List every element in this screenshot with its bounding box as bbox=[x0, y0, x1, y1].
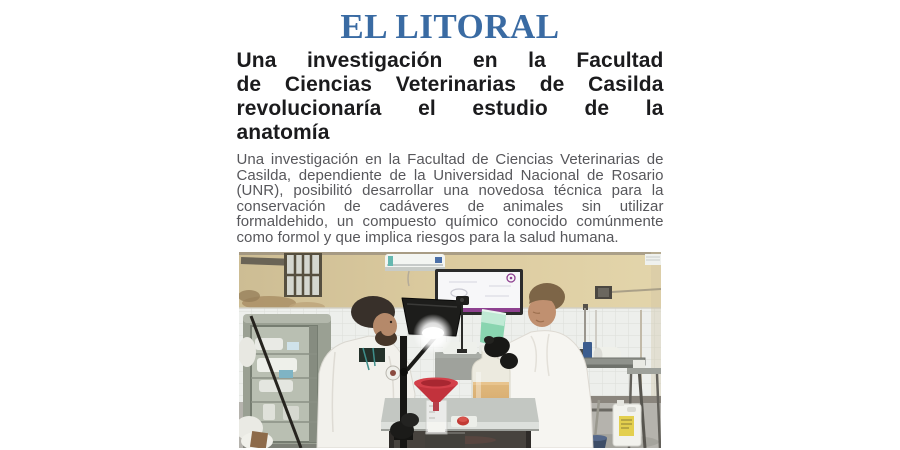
air-vent bbox=[645, 254, 661, 265]
blue-bottle bbox=[583, 342, 592, 359]
article-lead-paragraph bbox=[237, 152, 664, 246]
masthead-title: EL LITORAL bbox=[340, 7, 560, 46]
jerrycan bbox=[613, 400, 641, 446]
body-line: Casilda, dependiente de la Universidad Nacional de Rosario bbox=[236, 166, 664, 184]
article-headline bbox=[237, 49, 664, 145]
red-cap bbox=[451, 416, 477, 427]
article-page bbox=[237, 0, 664, 448]
sink bbox=[425, 433, 465, 448]
article-photo bbox=[239, 252, 661, 448]
body-line: (UNR), posibilitó desarrollar una novedosa técnica para la bbox=[236, 182, 664, 200]
body-line: formaldehido, un compuesto químico conocido comúnmente bbox=[236, 213, 664, 231]
headline-line: Una investigación en la Facultad bbox=[236, 49, 664, 72]
body-line: Una investigación en la Facultad de Ciencias Veterinarias de bbox=[236, 151, 664, 168]
headline-line: anatomía bbox=[236, 121, 330, 144]
masthead bbox=[237, 9, 664, 44]
body-line: como formol y que implica riesgos para la salud humana. bbox=[236, 228, 619, 246]
cardboard-box bbox=[250, 431, 268, 448]
body-line: conservación de cadáveres de animales sin utilizar bbox=[236, 197, 664, 215]
headline-line: revolucionaría el estudio de la bbox=[236, 97, 664, 120]
barred-window bbox=[284, 253, 322, 297]
wall-corner bbox=[651, 252, 661, 404]
headline-line: de Ciencias Veterinarias de Casilda bbox=[236, 73, 664, 96]
